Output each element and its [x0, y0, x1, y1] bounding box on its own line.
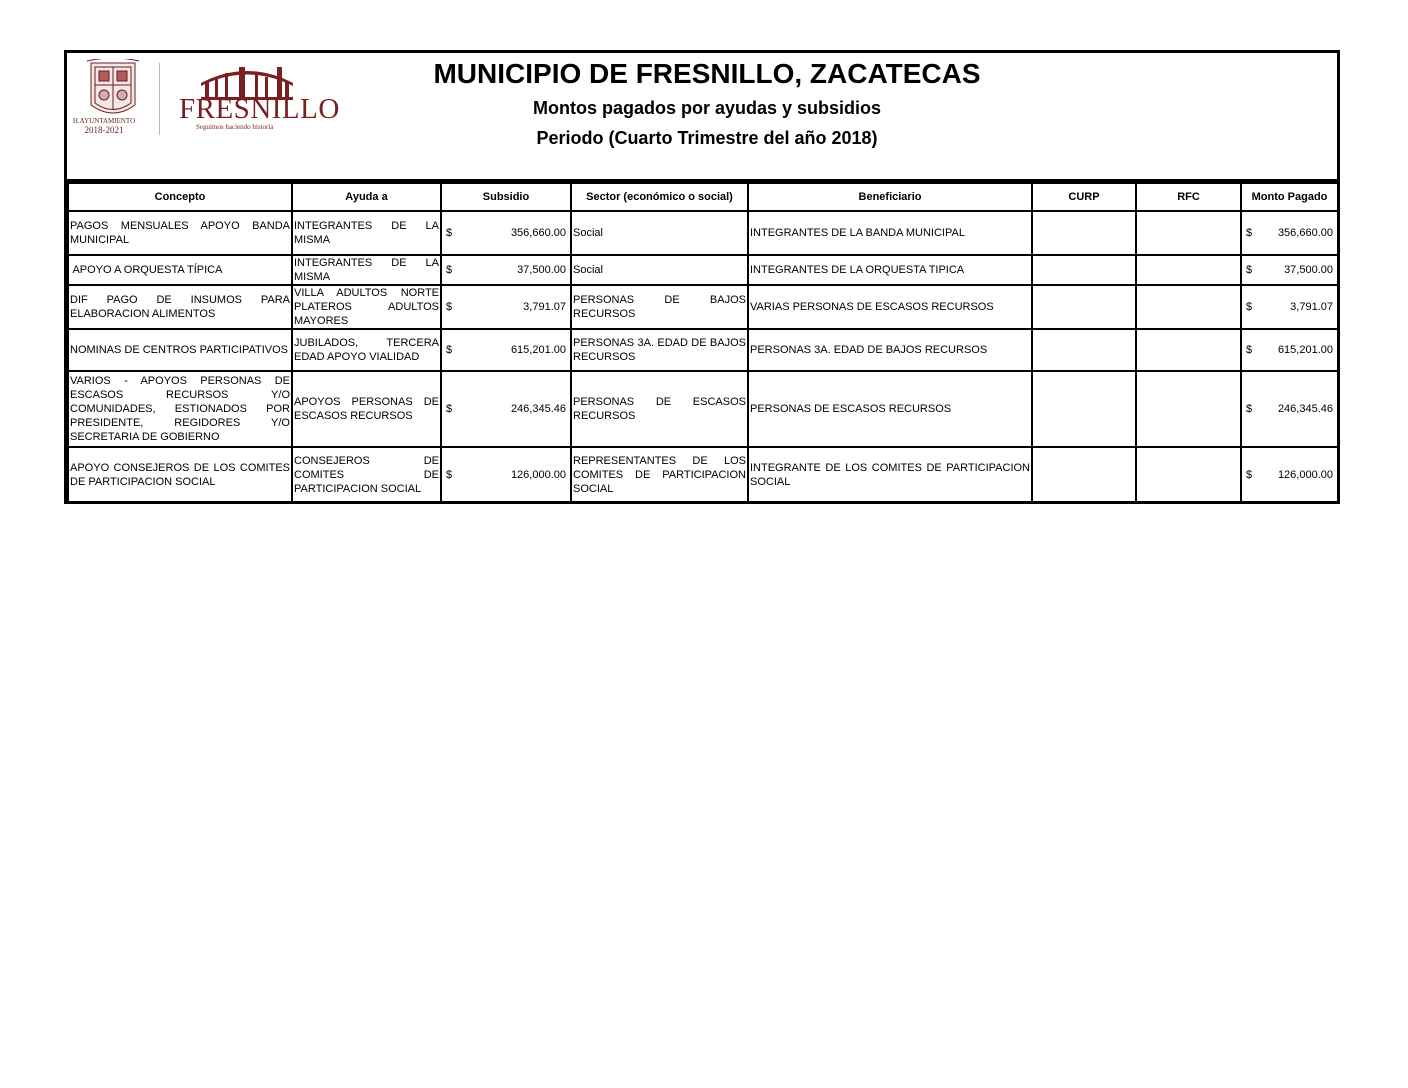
cell-sector: Social	[571, 211, 748, 255]
amount: 615,201.00	[1277, 344, 1333, 356]
cell-ayuda-a: INTEGRANTES DE LA MISMA	[292, 211, 441, 255]
currency-symbol: $	[446, 264, 453, 276]
currency-symbol: $	[446, 301, 453, 313]
col-header-sector: Sector (económico o social)	[571, 183, 748, 211]
subsidies-table	[67, 182, 1339, 504]
seal-caption	[71, 117, 137, 135]
cell-concepto: APOYO CONSEJEROS DE LOS COMITES DE PARTICIPACION SOCIAL	[68, 447, 292, 503]
cell-rfc	[1136, 255, 1241, 285]
table-header-row	[68, 183, 1338, 211]
cell-concepto: NOMINAS DE CENTROS PARTICIPATIVOS	[68, 329, 292, 371]
header-divider	[159, 63, 160, 135]
currency-symbol: $	[446, 403, 453, 415]
cell-curp	[1032, 211, 1136, 255]
cell-beneficiario: PERSONAS DE ESCASOS RECURSOS	[748, 371, 1032, 447]
currency-symbol: $	[446, 469, 453, 481]
cell-sector: REPRESENTANTES DE LOS COMITES DE PARTICIPACION SOCIAL	[571, 447, 748, 503]
table-row	[68, 371, 1338, 447]
cell-sector: PERSONAS DE ESCASOS RECURSOS	[571, 371, 748, 447]
amount: 356,660.00	[510, 227, 566, 239]
table-row	[68, 447, 1338, 503]
cell-rfc	[1136, 211, 1241, 255]
col-header-beneficiario: Beneficiario	[748, 183, 1032, 211]
amount: 37,500.00	[517, 264, 566, 276]
cell-rfc	[1136, 329, 1241, 371]
cell-beneficiario: INTEGRANTE DE LOS COMITES DE PARTICIPACION SOCIAL	[748, 447, 1032, 503]
cell-subsidio	[441, 371, 571, 447]
cell-subsidio	[441, 285, 571, 329]
cell-sector: PERSONAS DE BAJOS RECURSOS	[571, 285, 748, 329]
cell-ayuda-a: APOYOS PERSONAS DE ESCASOS RECURSOS	[292, 371, 441, 447]
cell-subsidio	[441, 329, 571, 371]
cell-subsidio	[441, 211, 571, 255]
cell-ayuda-a: INTEGRANTES DE LA MISMA	[294, 257, 439, 283]
currency-symbol: $	[1246, 301, 1253, 313]
currency-symbol: $	[1246, 403, 1253, 415]
col-header-concepto: Concepto	[68, 183, 292, 211]
cell-rfc	[1136, 447, 1241, 503]
currency-symbol: $	[1246, 227, 1253, 239]
amount: 37,500.00	[1284, 264, 1333, 276]
cell-beneficiario: INTEGRANTES DE LA ORQUESTA TIPICA	[748, 255, 1032, 285]
cell-monto-pagado	[1241, 329, 1338, 371]
cell-subsidio	[441, 447, 571, 503]
table-row	[68, 255, 1338, 285]
cell-monto-pagado	[1241, 211, 1338, 255]
cell-beneficiario: VARIAS PERSONAS DE ESCASOS RECURSOS	[748, 285, 1032, 329]
seal-caption-line2: 2018-2021	[84, 125, 124, 135]
cell-monto-pagado	[1241, 447, 1338, 503]
cell-sector: Social	[571, 255, 748, 285]
currency-symbol: $	[1246, 469, 1253, 481]
amount: 356,660.00	[1277, 227, 1333, 239]
cell-subsidio	[441, 255, 571, 285]
cell-ayuda-a: CONSEJEROS DE COMITES DE PARTICIPACION SOCIAL	[292, 447, 441, 503]
cell-ayuda-a: VILLA ADULTOS NORTE PLATEROS ADULTOS MAYORES	[294, 287, 439, 327]
amount: 126,000.00	[1277, 469, 1333, 481]
cell-rfc	[1136, 285, 1241, 329]
currency-symbol: $	[1246, 264, 1253, 276]
amount: 615,201.00	[510, 344, 566, 356]
amount: 3,791.07	[523, 301, 566, 313]
cell-curp	[1032, 285, 1136, 329]
fresnillo-wordmark: FRESNILLO	[179, 93, 340, 125]
cell-sector: PERSONAS 3A. EDAD DE BAJOS RECURSOS	[571, 329, 748, 371]
document-frame	[64, 50, 1340, 504]
cell-curp	[1032, 447, 1136, 503]
amount: 246,345.46	[510, 403, 566, 415]
page-title: MUNICIPIO DE FRESNILLO, ZACATECAS	[433, 58, 981, 89]
cell-curp	[1032, 371, 1136, 447]
currency-symbol: $	[1246, 344, 1253, 356]
currency-symbol: $	[446, 344, 453, 356]
cell-concepto: VARIOS - APOYOS PERSONAS DE ESCASOS RECURSOS Y/O COMUNIDADES, ESTIONADOS POR PRESIDENTE, REGIDORES Y/O SECRETARIA DE GOBIERNO	[68, 371, 292, 447]
document-header	[67, 53, 1337, 182]
col-header-curp: CURP	[1032, 183, 1136, 211]
fresnillo-tagline: Seguimos haciendo historia	[196, 123, 274, 131]
cell-curp	[1032, 329, 1136, 371]
cell-curp	[1032, 255, 1136, 285]
amount: 246,345.46	[1277, 403, 1333, 415]
seal-caption-line1: H.AYUNTAMIENTO	[72, 117, 136, 125]
table-row	[68, 285, 1338, 329]
col-header-monto-pagado: Monto Pagado	[1241, 183, 1338, 211]
cell-concepto: DIF PAGO DE INSUMOS PARA ELABORACION ALIMENTOS	[68, 285, 292, 329]
table-row	[68, 211, 1338, 255]
cell-monto-pagado	[1241, 255, 1338, 285]
cell-concepto: APOYO A ORQUESTA TÍPICA	[68, 255, 292, 285]
col-header-subsidio: Subsidio	[441, 183, 571, 211]
col-header-rfc: RFC	[1136, 183, 1241, 211]
report-period: Periodo (Cuarto Trimestre del año 2018)	[536, 128, 878, 148]
cell-rfc	[1136, 371, 1241, 447]
cell-concepto: PAGOS MENSUALES APOYO BANDA MUNICIPAL	[68, 211, 292, 255]
cell-beneficiario: PERSONAS 3A. EDAD DE BAJOS RECURSOS	[748, 329, 1032, 371]
cell-beneficiario: INTEGRANTES DE LA BANDA MUNICIPAL	[748, 211, 1032, 255]
cell-monto-pagado	[1241, 371, 1338, 447]
amount: 126,000.00	[510, 469, 566, 481]
cell-ayuda-a: JUBILADOS, TERCERA EDAD APOYO VIALIDAD	[292, 329, 441, 371]
currency-symbol: $	[446, 227, 453, 239]
amount: 3,791.07	[1290, 301, 1333, 313]
table-row	[68, 329, 1338, 371]
page-subtitle: Montos pagados por ayudas y subsidios	[532, 98, 882, 118]
cell-monto-pagado	[1241, 285, 1338, 329]
col-header-ayuda-a: Ayuda a	[292, 183, 441, 211]
